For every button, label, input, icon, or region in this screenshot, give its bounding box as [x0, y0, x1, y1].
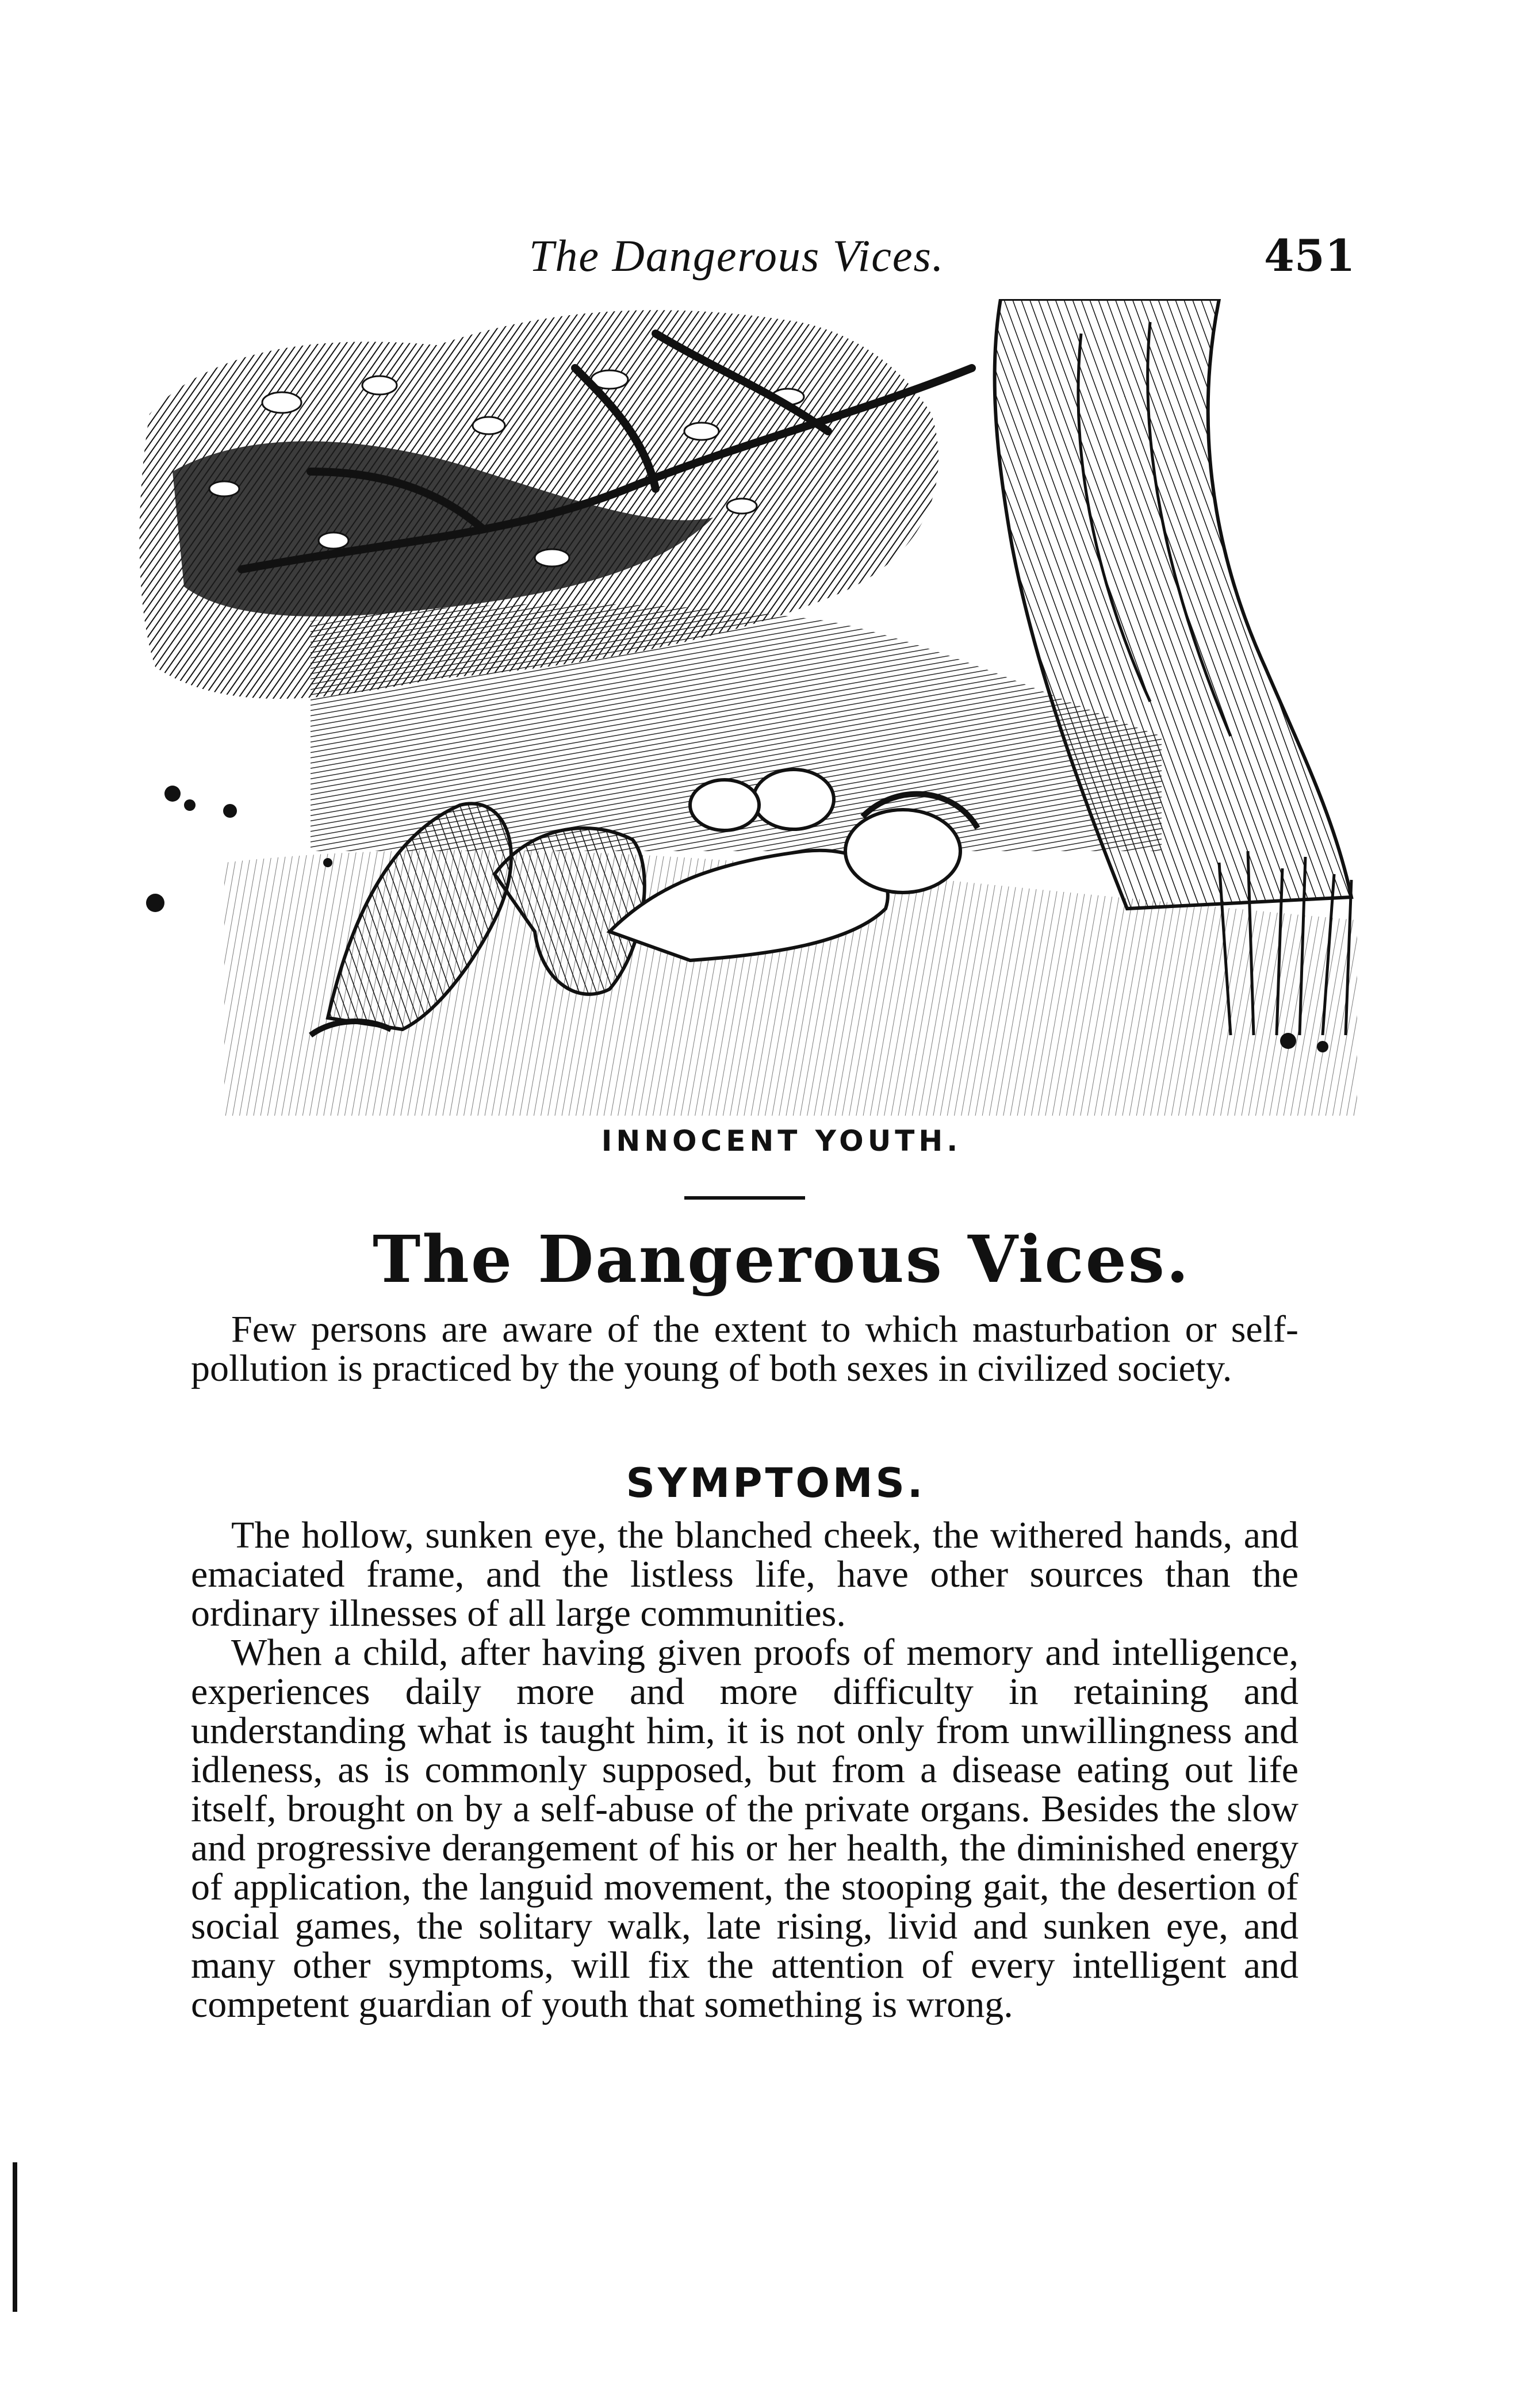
section-heading: SYMPTOMS. [626, 1460, 926, 1507]
illustration-caption: INNOCENT YOUTH. [601, 1124, 962, 1158]
divider-rule [684, 1196, 805, 1200]
running-head [0, 230, 1540, 282]
symptoms-body [191, 1516, 1298, 2024]
illustration-innocent-youth [138, 299, 1357, 1116]
chapter-title: The Dangerous Vices. [373, 1222, 1190, 1297]
running-head-title: The Dangerous Vices. [529, 231, 945, 281]
intro-paragraph-block [191, 1310, 1298, 1388]
body-paragraph: When a child, after having given proofs of memory and intelligence, experiences daily more and more difficulty in retaining and understanding what is taught him, it is not only from unwillingness and idleness, as is commonly supposed, but from a disease eating out life itself, brought on by a self-abuse of the private organs. Besides the slow and progressive derangement of his or her health, the diminished energy of application, the languid movement, the stooping gait, the desertion of social games, the solitary walk, late rising, livid and sunken eye, and many other symptoms, will fix the attention of every intelligent and competent guardian of youth that something is wrong. [191, 1632, 1298, 2025]
body-paragraph: The hollow, sunken eye, the blanched cheek, the withered hands, and emaciated frame, and the listless life, have other sources than the ordinary illnesses of all large communities. [191, 1514, 1298, 1634]
page-number: 451 [1264, 230, 1355, 281]
margin-scan-mark [13, 2162, 17, 2312]
intro-paragraph: Few persons are aware of the extent to which masturbation or self-pollution is practiced by the young of both sexes in civilized society. [191, 1308, 1298, 1389]
